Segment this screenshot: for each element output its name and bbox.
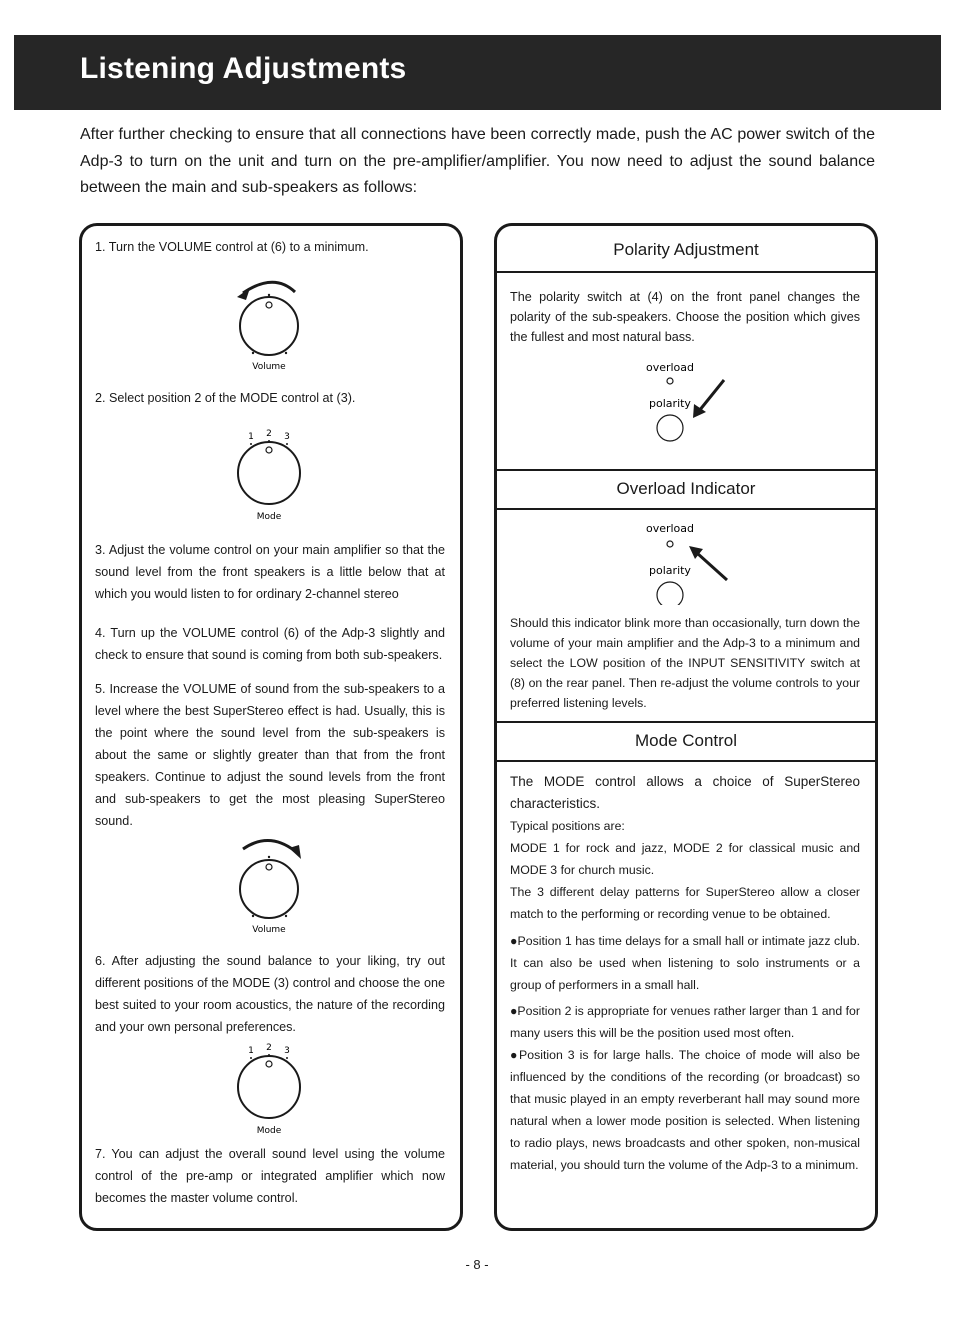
polarity-button-icon — [657, 582, 683, 605]
volume-label: Volume — [252, 362, 286, 372]
controls-panel — [494, 223, 878, 1231]
volume-label: Volume — [252, 925, 286, 935]
knob-circle — [238, 442, 300, 504]
mode-pos-1-label: 1 — [248, 432, 254, 442]
mode-pos-3-label: 3 — [284, 1046, 290, 1056]
adjustment-steps-panel — [79, 223, 463, 1231]
knob-indicator — [266, 447, 272, 453]
polarity-text: The polarity switch at (4) on the front panel changes the polarity of the sub-speakers. Choose the position which gives the fullest and most natural bass. — [510, 290, 860, 344]
overload-text: Should this indicator blink more than occasionally, turn down the volume of your main amplifier and the Adp-3 to a minimum and select the LOW position of the INPUT SENSITIVITY switch at (8) on the rear panel. Then re-adjust the volume controls to your preferred listening levels. — [510, 616, 860, 710]
step-2: 2. Select position 2 of the MODE control at (3). — [95, 391, 356, 405]
bullet-position-1: ●Position 1 has time delays for a small hall or intimate jazz club. It can also be used when listening to solo instruments or a group of performers in a small hall. — [510, 934, 860, 992]
overload-title: Overload Indicator — [616, 479, 756, 498]
polarity-button-icon — [657, 415, 683, 441]
mode-knob-diagram-2 — [229, 1040, 309, 1140]
mode-pos-2-label: 2 — [266, 429, 272, 439]
knob-circle — [238, 1056, 300, 1118]
step-5: 5. Increase the VOLUME of sound from the sub-speakers to a level where the best SuperStereo effect is had. Usually, this is the point where the sound level from the sub-speakers is about the same or slightly greater than that from the front speakers. Continue to adjust the sound levels from the front and sub-speakers to get the most pleasing SuperStereo sound. — [95, 682, 445, 828]
divider — [497, 508, 875, 510]
mode-typical: Typical positions are: — [510, 819, 625, 833]
intro-paragraph: After further checking to ensure that all connections have been correctly made, push the AC power switch of the Adp-3 to turn on the unit and turn on the pre-amplifier/amplifier. You now need to adjust the sound balance between the main and sub-speakers as follows: — [80, 126, 875, 196]
mode-label: Mode — [256, 1126, 282, 1136]
knob-indicator — [266, 1061, 272, 1067]
knob-circle — [240, 860, 298, 918]
mode-control-title: Mode Control — [634, 731, 738, 750]
mode-intro: The MODE control allows a choice of SuperStereo characteristics. — [510, 774, 860, 811]
volume-knob-increase-diagram — [229, 831, 309, 936]
mode-pos-3-label: 3 — [284, 432, 290, 442]
step-1: 1. Turn the VOLUME control at (6) to a minimum. — [95, 240, 369, 254]
rotate-right-arrow-icon — [243, 840, 295, 851]
knob-circle — [240, 297, 298, 355]
volume-knob-min-diagram — [229, 276, 309, 376]
mode-label: Mode — [256, 512, 282, 522]
mode-pos-2-label: 2 — [266, 1043, 272, 1053]
overload-label: overload — [645, 522, 695, 535]
page-number: - 8 - — [465, 1257, 489, 1272]
pointer-arrow-icon — [697, 553, 727, 580]
mode-control-text — [510, 771, 860, 1176]
arrowhead-icon — [237, 288, 250, 300]
step-6: 6. After adjusting the sound balance to your liking, try out different positions of the MODE (3) control and choose the one best suited to your room acoustics, the nature of the recording and your own personal preferences. — [95, 954, 445, 1034]
polarity-label: polarity — [649, 397, 691, 410]
polarity-switch-diagram — [627, 354, 737, 444]
bullet-position-3: ●Position 3 is for large halls. The choice of mode will also be influenced by the conditions of the recording (or broadcast) so that music played in an empty reverberant hall may sound more natural when a lower mode position is selected. When listening to radio plays, news broadcasts and other spoken, non-musical material, you should turn the volume of the Adp-3 to a minimum. — [510, 1048, 860, 1172]
step-7: 7. You can adjust the overall sound level using the volume control of the pre-amp or integrated amplifier which now becomes the master volume control. — [95, 1147, 445, 1205]
header-bar — [14, 35, 941, 110]
overload-led-icon — [667, 378, 673, 384]
overload-label: overload — [645, 361, 695, 374]
mode-positions: MODE 1 for rock and jazz, MODE 2 for classical music and MODE 3 for church music. — [510, 841, 860, 877]
mode-delay: The 3 different delay patterns for SuperStereo allow a closer match to the performing or recording venue to be obtained. — [510, 885, 860, 921]
knob-indicator — [266, 864, 272, 870]
polarity-title: Polarity Adjustment — [613, 240, 759, 259]
page-title: Listening Adjustments — [80, 52, 407, 85]
polarity-label: polarity — [649, 564, 691, 577]
step-4: 4. Turn up the VOLUME control (6) of the Adp-3 slightly and check to ensure that sound is coming from both sub-speakers. — [95, 626, 445, 662]
bullet-position-2: ●Position 2 is appropriate for venues rather larger than 1 and for many users this will be the position used most often. — [510, 1004, 860, 1040]
overload-led-icon — [667, 541, 673, 547]
mode-pos-1-label: 1 — [248, 1046, 254, 1056]
pointer-arrow-icon — [699, 380, 724, 411]
divider — [497, 760, 875, 762]
rotate-left-arrow-icon — [243, 282, 295, 293]
overload-indicator-diagram — [627, 515, 737, 605]
step-3: 3. Adjust the volume control on your main amplifier so that the sound level from the front speakers is a little below that at which you would listen to for ordinary 2-channel stereo — [95, 543, 445, 601]
mode-knob-diagram — [229, 426, 309, 526]
divider — [497, 271, 875, 273]
knob-indicator — [266, 302, 272, 308]
